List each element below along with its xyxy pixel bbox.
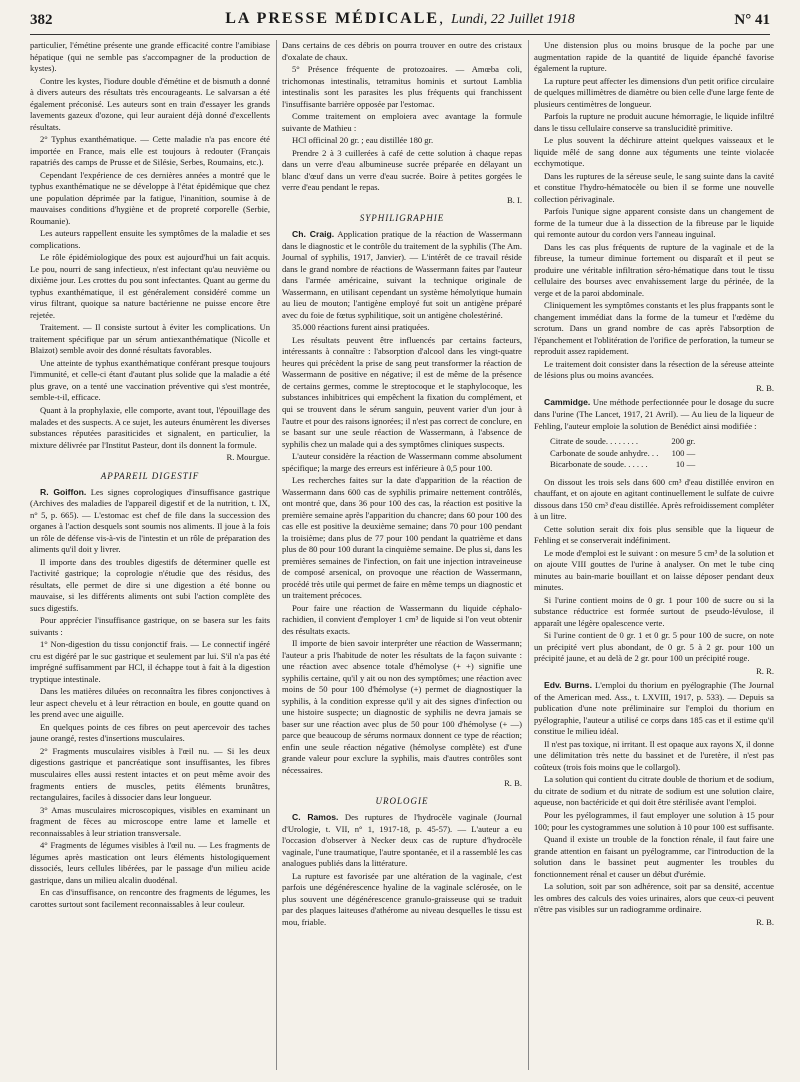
journal-name: LA PRESSE MÉDICALE	[225, 10, 440, 27]
paragraph: En quelques points de ces fibres on peut apercevoir des taches jaune orangé, restes d'insertions musculaires.	[30, 721, 270, 744]
table-cell-label: Carbonate de soude anhydre. . .	[550, 447, 659, 458]
paragraph: La rupture est favorisée par une altération de la vaginale, c'est parfois une dégénérescence hyaline de la vaginale sclérosée, on le plus souvent une dégénérescence granulo-graisseuse qui se traduit par des plaques laiteuses d'athérome au niveau desquelles le tissu est mou, friable.	[282, 870, 522, 927]
paragraph: Pour les pyélogrammes, il faut employer une solution à 15 pour 100; pour les cystogrammes une solution à 10 pour 100 est suffisante.	[534, 810, 774, 832]
paragraph: L'auteur considère la réaction de Wassermann comme absolument spécifique; la marge des erreurs est inférieure à 0,5 pour 100.	[282, 451, 522, 473]
signature: R. R.	[756, 665, 774, 676]
formula: HCl officinal 20 gr. ; eau distillée 180 gr.	[292, 135, 434, 146]
paragraph: Comme traitement on emploiera avec avantage la formule suivante de Mathieu :	[282, 111, 522, 133]
paragraph: Il n'est pas toxique, ni irritant. Il est opaque aux rayons X, il donne une délimitation très nette du bassinet et de l'uretère, il n'est pas coûteux (trois fois moins que le collargol).	[534, 738, 774, 772]
paragraph: Le rôle épidémiologique des poux est aujourd'hui un fait acquis. Le pou, nourri de sang infectieux, n'est infectant qu'au neuvième ou dixième jour. Les crottes du pou sont infectantes. Quant au germe du typhus exanthématique, il est généralement considéré comme un virus filtrant, quoique sa nature bactérienne ne puisse encore être rejetée.	[30, 252, 270, 320]
paragraph: Cette solution serait dix fois plus sensible que la liqueur de Fehling et se conserverait indéfiniment.	[534, 523, 774, 546]
column-rule	[276, 40, 277, 1070]
paragraph: 1° Non-digestion du tissu conjonctif frais. — Le connectif ingéré cru est digéré par le suc gastrique et seulement par lui. S'il n'a pas été imprégné suffisamment par HCl, il échappe tout à fait à la digestion tryptique intestinale.	[30, 639, 270, 684]
table-row	[550, 459, 698, 471]
paragraph: 2° Fragments musculaires visibles à l'œil nu. — Si les deux digestions gastrique et pancréatique sont insuffisantes, les fibres musculaires elles aussi restent intactes et on peut même avoir des fragments entiers de muscles, petits éléments brunâtres, rectangulaires, faciles à dissocier dans leur longueur.	[30, 745, 270, 803]
paragraph: Le plus souvent la déchirure atteint quelques vaisseaux et le liquide mêlé de sang donne aux téguments une teinte violacée ecchymotique.	[534, 135, 774, 169]
paragraph: Il importe dans des troubles digestifs de déterminer quelle est l'activité gastrique; la coprologie n'étudie que des résidus, des résultats, elle permet de dire si une digestion a été bonne ou mauvaise, si les différents aliments ont subi l'action complète des sucs digestifs.	[30, 556, 270, 613]
issue-date: Lundi, 22 Juillet 1918	[451, 12, 575, 27]
paragraph: particulier, l'émétine présente une grande efficacité contre l'amibiase hépatique (qui ne semble pas s'accompagner de la production de kystes).	[30, 40, 270, 74]
paragraph: Une atteinte de typhus exanthématique conférant presque toujours l'immunité, et celle-ci étant d'autant plus solide que la maladie a été plus grave, on a tenté une vaccination préventive qui s'est montrée, semble-t-il, efficace.	[30, 357, 270, 403]
paragraph: 2° Typhus exanthématique. — Cette maladie n'a pas encore été importée en France, mais elle est toujours à redouter (Français rapatriés des camps de Prusse et de Silésie, Serbes, Roumains, etc.).	[30, 134, 270, 168]
paragraph: Contre les kystes, l'iodure double d'émétine et de bismuth a donné à divers auteurs des résultats très encourageants. Le salvarsan a été également préconisé. Les auteurs sont en train d'essayer les grands lavements gazeux d'ozone, qui leur auraient déjà donné d'excellents résultats.	[30, 75, 270, 132]
column-rule	[528, 40, 529, 1070]
signature: R. B.	[756, 916, 774, 927]
paragraph: 3° Amas musculaires microscopiques, visibles en examinant un fragment de fèces au microscope entre lame et lamelle et reconnaissables à leur striation transversale.	[30, 804, 270, 838]
paragraph: 4° Fragments de légumes visibles à l'œil nu. — Les fragments de légumes après mastication ont leurs éléments histologiquement dissociés, leurs cellules libérées, par le passage d'un milieu acide gastrique, dans un milieu alcalin duodénal.	[30, 840, 270, 885]
paragraph: En cas d'insuffisance, on rencontre des fragments de légumes, les carottes surtout sont facilement reconnaissables à leur couleur.	[30, 887, 270, 909]
paragraph: Les recherches faites sur la date d'apparition de la réaction de Wassermann dans 600 cas de syphilis primaire nettement contrôlés, ont montré que, dans 36 pour 100 des cas, la réaction est positive la première semaine après l'apparition du chancre; dans 60 pour 100 des cas elle est positive la deuxième semaine; dans 70 pour 100 pendant la troisième; dans plus de 77 pour 100 pendant la quatrième et dans plus de 80 pour 100 durant la cinquième semaine. De plus si, dans les premières semaines de l'infection, on fait une injection intraveineuse de composé arsenical, on provoque une réaction de Wassermann, procédé très utile qui permet de faire en même temps un diagnostic et un traitement précoces.	[282, 475, 522, 601]
page-number: 382	[30, 12, 53, 28]
paragraph: Dans certains de ces débris on pourra trouver en outre des cristaux d'oxalate de chaux.	[282, 40, 522, 62]
table-cell-value: 100 —	[671, 447, 696, 458]
paragraph: Le traitement doit consister dans la résection de la séreuse atteinte de lésions plus ou moins avancées.	[534, 358, 774, 381]
column-2	[282, 40, 522, 1070]
article-text: L'emploi du thorium en pyélographie (The Journal of the American med. Ass., t. LXVIII, 1917, p. 533). — Depuis sa publication d'une note préliminaire sur l'emploi du thorium en pyélographie, l'auteur a utilisé ce corps dans 185 cas et il estime qu'il constitue le milieu idéal.	[534, 680, 774, 737]
paragraph: Dans les matières diluées on reconnaîtra les fibres conjonctives à leur aspect chevelu et à leur rétraction en boule, en goutte quand on les prend avec une aiguille.	[30, 686, 270, 720]
page-header	[30, 10, 770, 35]
issue-number: N° 41	[734, 12, 770, 28]
paragraph: Dans les cas plus fréquents de rupture de la vaginale et de la fibreuse, la tumeur diminue fortement ou disparaît et il peut se produire une véritable infiltration séro-hématique dans tout le tissu cellulaire des bourses avec envahissement large du périnée, de la verge et de la paroi abdominale.	[534, 241, 774, 298]
article-paragraph	[534, 397, 774, 432]
paragraph: 5° Présence fréquente de protozoaires. — Amœba coli, trichomonas intestinalis, tetramitus hominis et surtout Lamblia intestinalis sont les parasites les plus fréquents qui franchissent l'insuffisante barrière opposée par l'estomac.	[282, 64, 522, 109]
paragraph: Cliniquement les symptômes constants et les plus frappants sont le changement immédiat dans la forme de la tumeur et l'œdème du scrotum. Dans un grand nombre de cas après l'absorption de l'épanchement et l'oblitération de l'orifice de perforation, la tumeur se reproduit assez rapidement.	[534, 300, 774, 357]
table-cell-label: Citrate de soude. . . . . . . .	[550, 436, 639, 447]
paragraph: Si l'urine contient moins de 0 gr. 1 pour 100 de sucre ou si la substance réductrice est formée surtout de pseudo-lévulose, il apparaît une légère opalescence verte.	[534, 594, 774, 628]
article-author: C. Ramos.	[292, 812, 339, 823]
formula-table	[550, 436, 698, 471]
paragraph: La solution qui contient du citrate double de thorium et de sodium, du citrate de sodium et du nitrate de sodium est une solution claire, aqueuse, non bactéricide et qui doit être stérilisée avant l'emploi.	[534, 774, 774, 808]
paragraph: Si l'urine contient de 0 gr. 1 et 0 gr. 5 pour 100 de sucre, on note un précipité vert plus abondant, de 0 gr. 5 à 2 gr. pour 100 un précipité jaune, et au delà de 2 gr. pour 100 un précipité rouge.	[534, 630, 774, 664]
article-paragraph	[282, 812, 522, 870]
paragraph: Les auteurs rappellent ensuite les symptômes de la maladie et ses complications.	[30, 228, 270, 250]
signature: R. B.	[756, 382, 774, 393]
signature: B. I.	[506, 194, 522, 205]
article-text: Les signes coprologiques d'insuffisance gastrique (Archives des maladies de l'appareil digestif et de la nutrition, t. IX, n° 5, p. 665). — L'estomac est chef de file dans la succession des organes à l'action desquels sont soumis nos aliments. Il joue à la fois un rôle de défense vis-à-vis de l'intestin et un rôle de préparation des aliments qu'il doit y livrer.	[30, 486, 270, 555]
paragraph: Quand il existe un trouble de la fonction rénale, il faut faire une grande attention en faisant un pyélogramme, car l'introduction de la solution dans le bassinet peut augmenter les troubles du fonctionnement rénal et causer un début d'urémie.	[534, 834, 774, 879]
paragraph: On dissout les trois sels dans 600 cm³ d'eau distillée environ en chauffant, et on ajoute en agitant continuellement le sulfate de cuivre dissous dans 150 cm³ d'eau distillée. Après refroidissement compléter à un litre.	[534, 476, 774, 522]
article-text: Une méthode perfectionnée pour le dosage du sucre dans l'urine (The Lancet, 1917, 21 Avril). — Au lieu de la liqueur de Fehling, l'auteur emploie la solution de Benédict ainsi modifiée :	[534, 397, 774, 431]
paragraph: Pour faire une réaction de Wassermann du liquide céphalo-rachidien, il convient d'employer 1 cm³ de liquide si l'on veut obtenir des résultats exacts.	[282, 602, 522, 636]
section-heading: APPAREIL DIGESTIF	[100, 470, 200, 481]
article-author: Cammidge.	[544, 397, 591, 408]
section-heading: UROLOGIE	[375, 796, 429, 807]
paragraph: La rupture peut affecter les dimensions d'un petit orifice circulaire de quelques millimètres de diamètre ou bien celle d'une large fente de plusieurs centimètres de longueur.	[534, 75, 774, 109]
section-heading: SYPHILIGRAPHIE	[359, 213, 445, 224]
paragraph: Dans les ruptures de la séreuse seule, le sang suinte dans la cavité et constitue l'hydro-hématocèle ou bien il se forme une nouvelle collection périvaginale.	[534, 170, 774, 204]
paragraph: Prendre 2 à 3 cuillerées à café de cette solution à chaque repas dans un verre d'eau albumineuse sucrée préparée en délayant un blanc d'œuf dans un verre d'eau sucrée. Boire à petites gorgées le verre d'eau pendant le repas.	[282, 147, 522, 193]
paragraph: Il importe de bien savoir interpréter une réaction de Wassermann; l'auteur a pris l'habitude de noter les résultats de la façon suivante : une réaction avec absence totale d'hémolyse (+ +) signifie une syphilis certaine, qu'il y ait ou non des symptômes; une réaction avec moins de 50 pour 100 d'hémolyse (+) permet de diagnostiquer la syphilis, à la condition expresse qu'il y ait des signes d'infection ou une histoire suspecte; un diagnostic de syphilis ne devra jamais se baser sur une réaction avec plus de 50 pour 100 d'hémolyse (+ —) parce que beaucoup de sérums normaux donnent ce type de réaction; enfin une seule réaction négative (hémolyse complète) est d'une grande valeur pour exclure la syphilis, mais d'autres contrôles sont nécessaires.	[282, 638, 522, 775]
paragraph: Pour apprécier l'insuffisance gastrique, on se basera sur les faits suivants :	[30, 615, 270, 637]
paragraph: Parfois la rupture ne produit aucune hémorragie, le liquide infiltré dans le tissu cellulaire conserve sa transluciditè primitive.	[534, 111, 774, 133]
table-row	[550, 436, 698, 448]
article-text: Des ruptures de l'hydrocèle vaginale (Journal d'Urologie, t. VII, n° 1, 1917-18, p. 45-57). — L'auteur a eu l'occasion d'observer à Necker deux cas de rupture d'hydrocèle vaginale, l'une traumatique, l'autre spontanée, et il a rassemblé les cas analogues publiés dans la littérature.	[282, 812, 522, 869]
article-paragraph	[30, 487, 270, 556]
paragraph: Parfois l'unique signe apparent consiste dans un changement de forme de la tumeur due à la dissection de la fibreuse par le liquide qui remonte autour du cordon vers l'anneau inguinal.	[534, 206, 774, 240]
article-text: Application pratique de la réaction de Wassermann dans le diagnostic et le contrôle du traitement de la syphilis (The Am. Journal of syphilis, 1917, Janvier). — L'intérêt de ce travail réside dans le grand nombre de réactions de Wassermann faites par l'auteur dans l'armée américaine, suivant la technique originale de Wassermann, en utilisant cependant un système hémolytique humain au lieu de mouton; l'antigène employé fut soit un antigène préparé avec du foie de fœtus syphilitique, soit un antigène cholestériné.	[282, 229, 522, 320]
paragraph: 35.000 réactions furent ainsi pratiquées.	[292, 322, 430, 333]
table-row	[550, 448, 698, 460]
paragraph: Les résultats peuvent être influencés par certains facteurs, intéressants à connaître : l'absorption d'alcool dans les vingt-quatre heures qui précèdent la prise de sang peut transformer la réaction de Wassermann de positive en négative; il est de même de la présence de certains germes, comme le streptocoque et le staphylocoque, les substances inhibitrices qui empêchent la fixation du complément, et qui se trouvent dans le sérum sanguin, peuvent varier d'un jour à l'autre et pour des raisons ignorées; il n'est pas correct de conclure, en se basant sur une seule réaction de Wassermann, à l'absence de syphilis chez un malade qui a des symptômes cliniques suspects.	[282, 334, 522, 449]
paragraph: Une distension plus ou moins brusque de la poche par une augmentation rapide de la quantité de liquide épanché favorise également la rupture.	[534, 40, 774, 74]
page-body	[30, 40, 774, 1070]
paragraph: La solution, soit par son adhérence, soit par sa densité, accentue les ombres des calculs des voies urinaires, alors que ceux-ci peuvent n'être pas visibles sur un radiogramme ordinaire.	[534, 881, 774, 915]
table-cell-label: Bicarbonate de soude. . . . . .	[550, 459, 648, 470]
signature: R. Mourgue.	[226, 452, 270, 463]
paragraph: Quant à la prophylaxie, elle comporte, avant tout, l'épouillage des malades et des suspects. A ce sujet, les auteurs énumèrent les diverses substances réputées parasiticides et signalent, en particulier, la mixture délivrée par l'Institut Pasteur, dont ils donnent la formule.	[30, 404, 270, 450]
paragraph: Le mode d'emploi est le suivant : on mesure 5 cm³ de la solution et on ajoute VIII gouttes de l'urine à analyser. On met le tube cinq minutes au bain-marie bouillant et on laisse déposer pendant deux minutes.	[534, 547, 774, 593]
table-cell-value: 10 —	[675, 459, 696, 470]
signature: R. B.	[504, 777, 522, 788]
article-paragraph	[282, 229, 522, 321]
article-paragraph	[534, 680, 774, 738]
journal-title-line: LA PRESSE MÉDICALE, Lundi, 22 Juillet 1918	[225, 10, 575, 27]
table-cell-value: 200 gr.	[671, 436, 696, 447]
article-author: Ch. Craig.	[292, 229, 335, 240]
column-3	[534, 40, 774, 1070]
article-author: Edv. Burns.	[544, 680, 592, 691]
column-1	[30, 40, 270, 1070]
article-author: R. Goiffon.	[40, 486, 87, 497]
paragraph: Cependant l'expérience de ces dernières années a montré que le typhus exanthématique ne se développe à l'état épidémique que chez une population déprimée par la fatigue, l'inanition, soumise à de mauvaises conditions d'hygiène et de propreté corporelle (Serbie, Roumanie).	[30, 169, 270, 226]
paragraph: Traitement. — Il consiste surtout à éviter les complications. Un traitement spécifique par un sérum antiexanthématique (Nicolle et Blaizot) semble avoir des donné résultats favorables.	[30, 322, 270, 356]
